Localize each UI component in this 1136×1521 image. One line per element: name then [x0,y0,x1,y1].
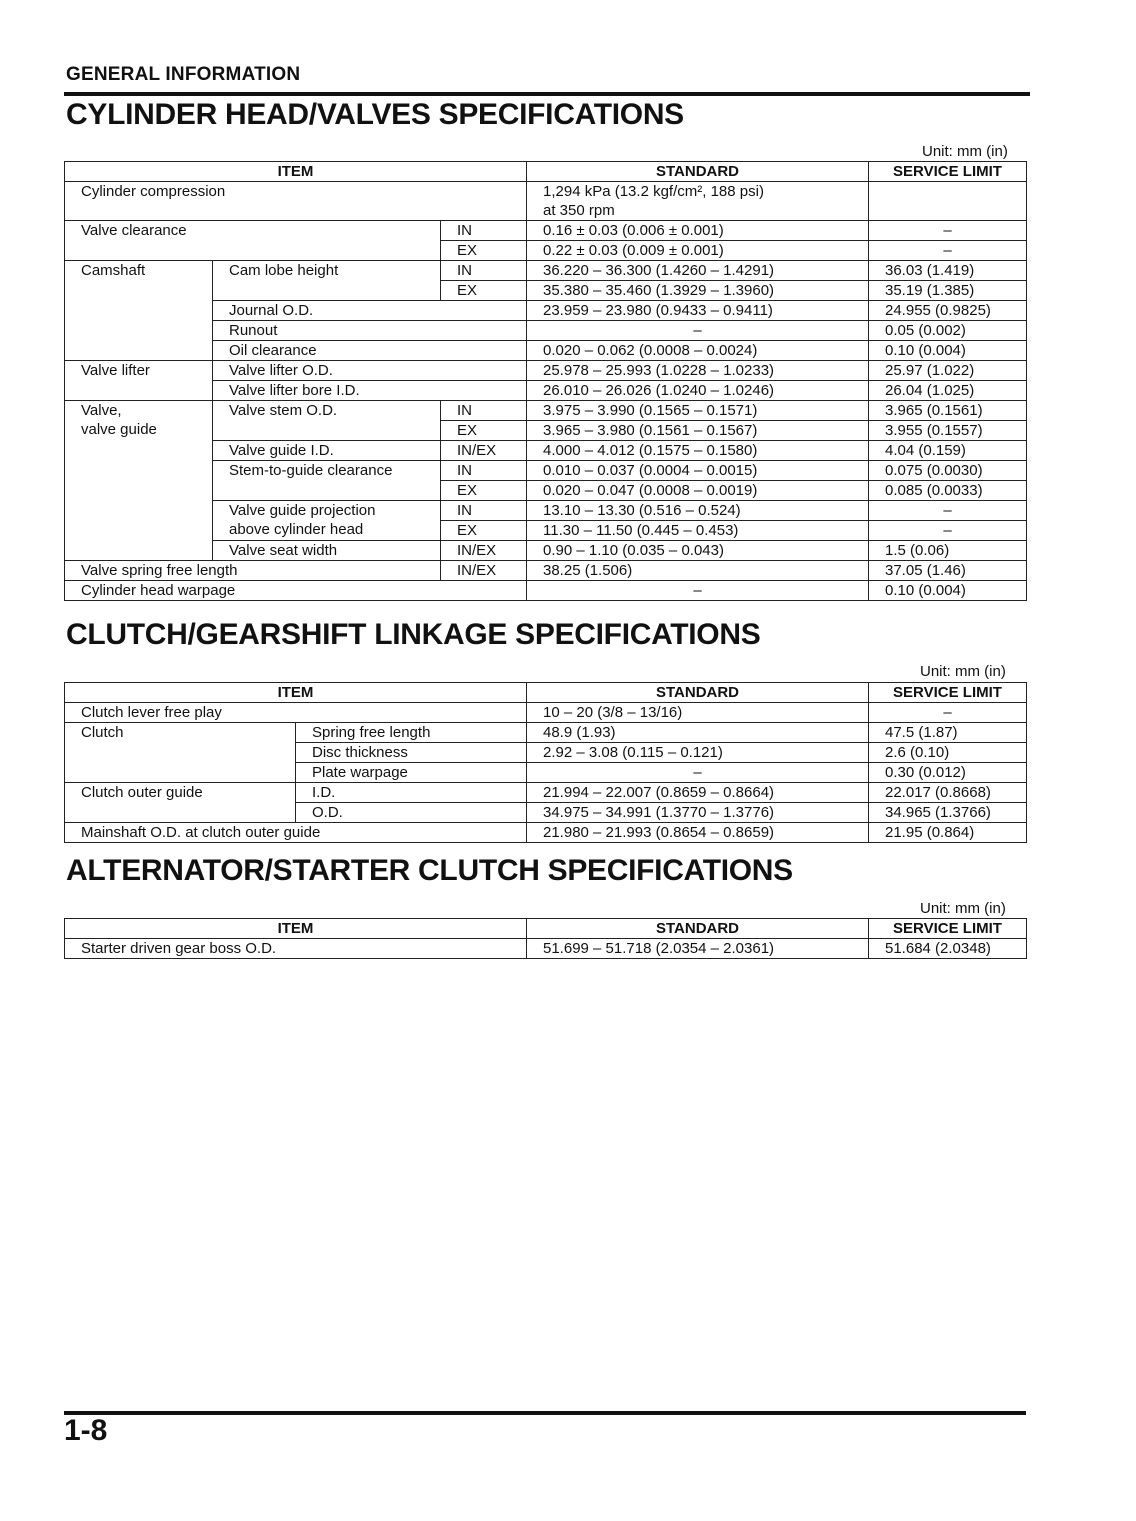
limit-cell: 51.684 (2.0348) [869,939,1027,959]
in-ex-cell: EX [441,241,527,261]
in-ex-cell: EX [441,421,527,441]
item-cell: Cylinder compression [65,182,527,221]
in-ex-cell: IN/EX [441,541,527,561]
limit-cell: 0.05 (0.002) [869,321,1027,341]
item-cell: Valve lifter O.D. [213,361,527,381]
item-cell: Cylinder head warpage [65,581,527,601]
group-cell: Valve lifter [65,361,213,401]
clutch-unit: Unit: mm (in) [920,663,1006,680]
limit-cell: – [869,501,1027,521]
standard-cell: 38.25 (1.506) [527,561,869,581]
table-row [65,561,1027,581]
group-cell [65,401,213,561]
standard-cell: 23.959 – 23.980 (0.9433 – 0.9411) [527,301,869,321]
service-limit-header: SERVICE LIMIT [869,162,1027,182]
limit-cell: 0.10 (0.004) [869,341,1027,361]
standard-cell: 13.10 – 13.30 (0.516 – 0.524) [527,501,869,521]
limit-cell: 0.10 (0.004) [869,581,1027,601]
item-cell: Valve spring free length [65,561,441,581]
limit-cell: 1.5 (0.06) [869,541,1027,561]
limit-cell: 34.965 (1.3766) [869,803,1027,823]
table-row [65,401,1027,421]
standard-cell: 21.980 – 21.993 (0.8654 – 0.8659) [527,823,869,843]
item-line: Valve guide projection [229,502,376,519]
group-cell: Clutch [65,723,296,783]
standard-header: STANDARD [527,683,869,703]
item-cell [213,501,441,541]
item-cell: Cam lobe height [213,261,441,301]
table-header-row [65,162,1027,182]
group-cell: Camshaft [65,261,213,361]
item-cell: Journal O.D. [213,301,527,321]
service-limit-header: SERVICE LIMIT [869,919,1027,939]
header-rule [64,92,1030,96]
standard-line: 1,294 kPa (13.2 kgf/cm², 188 psi) [543,183,764,200]
page-number: 1-8 [64,1414,108,1447]
standard-cell: 3.975 – 3.990 (0.1565 – 0.1571) [527,401,869,421]
standard-cell: 51.699 – 51.718 (2.0354 – 2.0361) [527,939,869,959]
standard-header: STANDARD [527,162,869,182]
cylinder-unit: Unit: mm (in) [922,143,1008,160]
in-ex-cell: EX [441,281,527,301]
in-ex-cell: EX [441,521,527,541]
standard-cell: 0.16 ± 0.03 (0.006 ± 0.001) [527,221,869,241]
alternator-title: ALTERNATOR/STARTER CLUTCH SPECIFICATIONS [66,854,793,887]
in-ex-cell: IN [441,261,527,281]
item-cell: I.D. [296,783,527,803]
item-cell: Valve clearance [65,221,441,261]
limit-cell: 26.04 (1.025) [869,381,1027,401]
standard-cell: – [527,321,869,341]
in-ex-cell: IN [441,461,527,481]
table-row [65,939,1027,959]
standard-cell: 36.220 – 36.300 (1.4260 – 1.4291) [527,261,869,281]
limit-cell: 2.6 (0.10) [869,743,1027,763]
limit-cell: 25.97 (1.022) [869,361,1027,381]
limit-cell: – [869,241,1027,261]
item-cell: Valve guide I.D. [213,441,441,461]
footer-rule [64,1411,1026,1415]
standard-cell: 0.020 – 0.047 (0.0008 – 0.0019) [527,481,869,501]
table-row [65,261,1027,281]
item-cell: Runout [213,321,527,341]
limit-cell: 0.085 (0.0033) [869,481,1027,501]
limit-cell: 3.955 (0.1557) [869,421,1027,441]
standard-cell: 2.92 – 3.08 (0.115 – 0.121) [527,743,869,763]
table-row [65,703,1027,723]
table-row [65,182,1027,221]
item-cell: Valve seat width [213,541,441,561]
item-cell: Disc thickness [296,743,527,763]
standard-cell: 26.010 – 26.026 (1.0240 – 1.0246) [527,381,869,401]
alternator-unit: Unit: mm (in) [920,900,1006,917]
limit-cell: 24.955 (0.9825) [869,301,1027,321]
item-cell: Stem-to-guide clearance [213,461,441,501]
table-row [65,723,1027,743]
item-cell: O.D. [296,803,527,823]
standard-cell: 3.965 – 3.980 (0.1561 – 0.1567) [527,421,869,441]
in-ex-cell: IN [441,401,527,421]
clutch-spec-table [64,682,1027,843]
limit-cell: 0.30 (0.012) [869,763,1027,783]
limit-cell [869,182,1027,221]
limit-cell: – [869,221,1027,241]
item-cell: Mainshaft O.D. at clutch outer guide [65,823,527,843]
limit-cell: 0.075 (0.0030) [869,461,1027,481]
cylinder-title: CYLINDER HEAD/VALVES SPECIFICATIONS [66,98,684,131]
limit-cell: 21.95 (0.864) [869,823,1027,843]
item-header: ITEM [65,162,527,182]
limit-cell: 4.04 (0.159) [869,441,1027,461]
table-header-row [65,683,1027,703]
limit-cell: – [869,521,1027,541]
standard-header: STANDARD [527,919,869,939]
table-row [65,783,1027,803]
item-line: above cylinder head [229,521,364,538]
table-row [65,581,1027,601]
limit-cell: 22.017 (0.8668) [869,783,1027,803]
in-ex-cell: IN [441,501,527,521]
standard-cell: 0.22 ± 0.03 (0.009 ± 0.001) [527,241,869,261]
group-cell: Clutch outer guide [65,783,296,823]
limit-cell: 35.19 (1.385) [869,281,1027,301]
table-row [65,823,1027,843]
group-line: Valve, [81,402,122,419]
in-ex-cell: IN [441,221,527,241]
in-ex-cell: IN/EX [441,561,527,581]
standard-cell: 11.30 – 11.50 (0.445 – 0.453) [527,521,869,541]
item-header: ITEM [65,683,527,703]
item-cell: Spring free length [296,723,527,743]
in-ex-cell: EX [441,481,527,501]
item-header: ITEM [65,919,527,939]
standard-cell: 25.978 – 25.993 (1.0228 – 1.0233) [527,361,869,381]
limit-cell: – [869,703,1027,723]
item-cell: Valve stem O.D. [213,401,441,441]
table-row [65,221,1027,241]
standard-cell: 10 – 20 (3/8 – 13/16) [527,703,869,723]
group-line: valve guide [81,421,157,438]
standard-cell [527,182,869,221]
limit-cell: 37.05 (1.46) [869,561,1027,581]
limit-cell: 36.03 (1.419) [869,261,1027,281]
limit-cell: 3.965 (0.1561) [869,401,1027,421]
standard-cell: 0.010 – 0.037 (0.0004 – 0.0015) [527,461,869,481]
standard-cell: 4.000 – 4.012 (0.1575 – 0.1580) [527,441,869,461]
section-header: GENERAL INFORMATION [66,64,301,85]
item-cell: Clutch lever free play [65,703,527,723]
service-limit-header: SERVICE LIMIT [869,683,1027,703]
standard-cell: – [527,581,869,601]
table-header-row [65,919,1027,939]
in-ex-cell: IN/EX [441,441,527,461]
standard-cell: 34.975 – 34.991 (1.3770 – 1.3776) [527,803,869,823]
standard-cell: 35.380 – 35.460 (1.3929 – 1.3960) [527,281,869,301]
standard-cell: 48.9 (1.93) [527,723,869,743]
limit-cell: 47.5 (1.87) [869,723,1027,743]
standard-line: at 350 rpm [543,202,615,219]
item-cell: Plate warpage [296,763,527,783]
standard-cell: 0.020 – 0.062 (0.0008 – 0.0024) [527,341,869,361]
standard-cell: 0.90 – 1.10 (0.035 – 0.043) [527,541,869,561]
cylinder-spec-table [64,161,1027,601]
item-cell: Valve lifter bore I.D. [213,381,527,401]
table-row [65,361,1027,381]
standard-cell: 21.994 – 22.007 (0.8659 – 0.8664) [527,783,869,803]
item-cell: Oil clearance [213,341,527,361]
item-cell: Starter driven gear boss O.D. [65,939,527,959]
clutch-title: CLUTCH/GEARSHIFT LINKAGE SPECIFICATIONS [66,618,761,651]
standard-cell: – [527,763,869,783]
alternator-spec-table [64,918,1027,959]
